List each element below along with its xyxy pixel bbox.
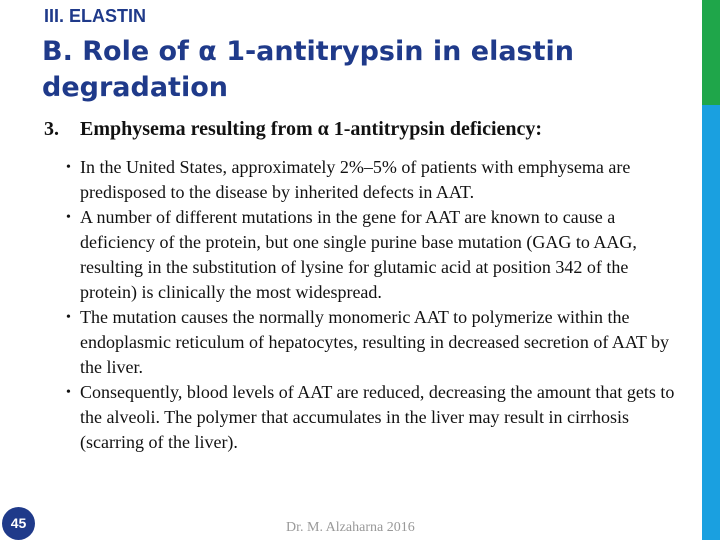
bullet-dot-icon: • — [66, 210, 71, 225]
bullet-text: A number of different mutations in the gene for AAT are known to cause a deficiency of the protein, but one single purine base mutation (GAG to AAG, resulting in the substitution of lysine for glutamic acid at position 342 of the protein) is clinically the most widespread. — [80, 207, 637, 302]
bullet-dot-icon: • — [66, 385, 71, 400]
subheading-number: 3. — [44, 118, 59, 140]
bullet-item — [60, 380, 688, 455]
bullet-item — [60, 155, 688, 205]
bullet-text: Consequently, blood levels of AAT are reduced, decreasing the amount that gets to the alveoli. The polymer that accumulates in the liver may result in cirrhosis (scarring of the liver). — [80, 382, 675, 452]
edge-accent-bar-blue — [702, 105, 720, 540]
slide-title: B. Role of α 1-antitrypsin in elastin degradation — [42, 36, 574, 103]
edge-accent-bar-green — [702, 0, 720, 105]
bullet-dot-icon: • — [66, 160, 71, 175]
slide-number-badge: 45 — [2, 507, 35, 540]
bullet-text: In the United States, approximately 2%–5% of patients with emphysema are predisposed to the disease by inherited defects in AAT. — [80, 157, 631, 202]
bullet-item — [60, 305, 688, 380]
bullet-item — [60, 205, 688, 305]
subheading — [44, 118, 694, 141]
bullet-list — [60, 155, 688, 455]
subheading-text: Emphysema resulting from α 1-antitrypsin deficiency: — [80, 118, 543, 140]
bullet-text: The mutation causes the normally monomeric AAT to polymerize within the endoplasmic reticulum of hepatocytes, resulting in decreased secretion of AAT by the liver. — [80, 307, 669, 377]
footer-credit: Dr. M. Alzaharna 2016 — [286, 520, 415, 535]
section-label: III. ELASTIN — [44, 6, 147, 26]
bullet-dot-icon: • — [66, 310, 71, 325]
